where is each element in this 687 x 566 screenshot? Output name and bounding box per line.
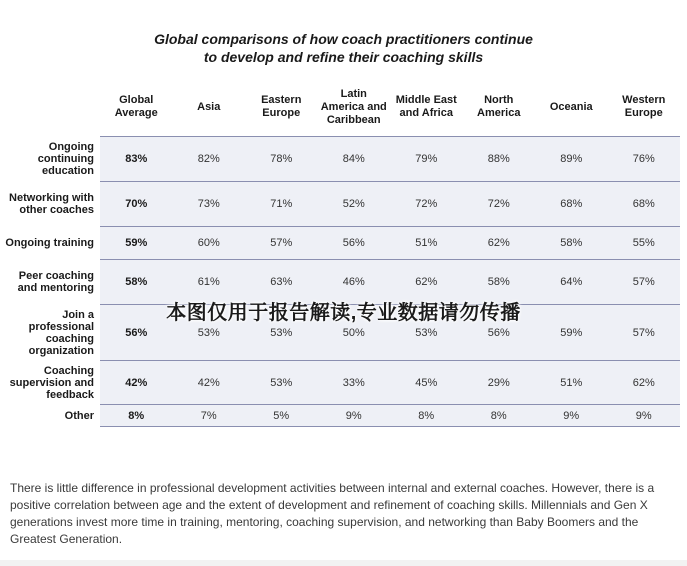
table-cell: 89% — [535, 137, 608, 182]
table-cell: 84% — [318, 137, 391, 182]
table-cell: 9% — [608, 405, 681, 427]
table-cell: 76% — [608, 137, 681, 182]
corner-cell — [0, 78, 100, 137]
table-cell: 58% — [535, 227, 608, 260]
comparison-table — [0, 78, 680, 427]
table-cell: 50% — [318, 305, 391, 361]
table-cell: 9% — [535, 405, 608, 427]
table-cell: 61% — [173, 260, 246, 305]
table-cell: 57% — [245, 227, 318, 260]
table-row — [0, 361, 680, 405]
table-cell: 56% — [100, 305, 173, 361]
table-cell: 83% — [100, 137, 173, 182]
table-cell: 60% — [173, 227, 246, 260]
table-cell: 72% — [390, 182, 463, 227]
table-cell: 56% — [463, 305, 536, 361]
column-header: Middle East and Africa — [395, 94, 457, 119]
column-header: North America — [477, 94, 521, 119]
table-cell: 52% — [318, 182, 391, 227]
table-cell: 62% — [608, 361, 681, 405]
table-cell: 62% — [390, 260, 463, 305]
table-cell: 45% — [390, 361, 463, 405]
table-cell: 68% — [535, 182, 608, 227]
table-cell: 51% — [390, 227, 463, 260]
table-row — [0, 137, 680, 182]
table-cell: 9% — [318, 405, 391, 427]
table-cell: 73% — [173, 182, 246, 227]
table-cell: 58% — [463, 260, 536, 305]
table-cell: 5% — [245, 405, 318, 427]
table-cell: 72% — [463, 182, 536, 227]
table-cell: 42% — [100, 361, 173, 405]
table-cell: 56% — [318, 227, 391, 260]
row-label: Coaching supervision and feedback — [0, 361, 100, 405]
table-cell: 79% — [390, 137, 463, 182]
row-label: Ongoing continuing education — [0, 137, 100, 182]
table-row — [0, 227, 680, 260]
watermark-text: 本图仅用于报告解读,专业数据请勿传播 — [166, 302, 521, 324]
row-label: Peer coaching and mentoring — [0, 260, 100, 305]
table-cell: 33% — [318, 361, 391, 405]
row-label: Ongoing training — [0, 227, 100, 260]
column-header: Western Europe — [622, 94, 666, 119]
table-cell: 59% — [100, 227, 173, 260]
row-label: Other — [0, 405, 100, 427]
table-cell: 53% — [245, 361, 318, 405]
header-row — [0, 78, 680, 137]
column-header: Eastern Europe — [261, 94, 302, 119]
table-cell: 62% — [463, 227, 536, 260]
table-row — [0, 405, 680, 427]
table-cell: 71% — [245, 182, 318, 227]
table-cell: 55% — [608, 227, 681, 260]
table-cell: 46% — [318, 260, 391, 305]
title-line-1: Global comparisons of how coach practitioners continue — [154, 31, 533, 47]
table-cell: 51% — [535, 361, 608, 405]
table-cell: 42% — [173, 361, 246, 405]
table-cell: 8% — [390, 405, 463, 427]
row-label: Networking with other coaches — [0, 182, 100, 227]
table-cell: 82% — [173, 137, 246, 182]
table-cell: 8% — [463, 405, 536, 427]
table-cell: 59% — [535, 305, 608, 361]
chart-title — [0, 30, 687, 66]
table-cell: 53% — [173, 305, 246, 361]
table-cell: 88% — [463, 137, 536, 182]
table-row — [0, 182, 680, 227]
table-cell: 57% — [608, 260, 681, 305]
table-cell: 29% — [463, 361, 536, 405]
table-cell: 70% — [100, 182, 173, 227]
column-header: Latin America and Caribbean — [320, 87, 387, 126]
column-header: Asia — [197, 100, 221, 113]
table-cell: 53% — [245, 305, 318, 361]
table-cell: 58% — [100, 260, 173, 305]
table-cell: 57% — [608, 305, 681, 361]
column-header: Oceania — [549, 100, 593, 113]
footnote-paragraph: There is little difference in professional development activities between internal and external coaches. However, there is a positive correlation between age and the extent of development and refinement of coaching skills. Millennials and Gen X generations invest more time in training, mentoring, coaching supervision, and networking than Baby Boomers and the Greatest Generation. — [10, 481, 655, 546]
table-cell: 7% — [173, 405, 246, 427]
table-cell: 64% — [535, 260, 608, 305]
row-label: Join a professional coaching organization — [0, 305, 100, 361]
table-cell: 63% — [245, 260, 318, 305]
table-cell: 53% — [390, 305, 463, 361]
column-header: Global Average — [114, 94, 158, 119]
title-line-2: to develop and refine their coaching skills — [203, 49, 484, 65]
table-cell: 78% — [245, 137, 318, 182]
footer-divider — [0, 560, 687, 566]
table-cell: 68% — [608, 182, 681, 227]
table-cell: 8% — [100, 405, 173, 427]
